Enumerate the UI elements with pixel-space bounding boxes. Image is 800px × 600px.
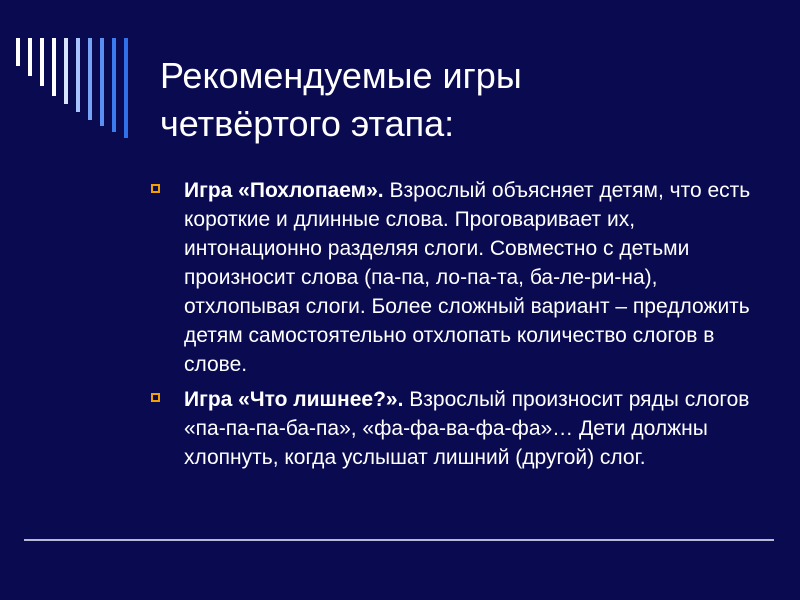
slide-title (160, 52, 760, 148)
bullet-text (184, 385, 766, 472)
stripe (52, 38, 56, 96)
stripe (40, 38, 44, 86)
stripe (16, 38, 20, 66)
square-bullet-icon (151, 184, 160, 193)
decorative-stripes (16, 38, 136, 138)
stripe (64, 38, 68, 104)
game-name: Игра «Похлопаем». (184, 179, 384, 202)
stripe (124, 38, 128, 138)
game-description: Взрослый произносит ряды слогов «па-па-па-ба-па», «фа-фа-ва-фа-фа»… Дети должны хлопнуть, когда услышат лишний (другой) слог. (184, 388, 750, 469)
bullet-item (146, 385, 766, 472)
game-name: Игра «Что лишнее?». (184, 388, 404, 411)
bullet-text (184, 176, 766, 379)
stripe (88, 38, 92, 120)
stripe (100, 38, 104, 126)
bullet-list (146, 176, 766, 478)
title-line-1: Рекомендуемые игры (160, 55, 522, 96)
game-description: Взрослый объясняет детям, что есть короткие и длинные слова. Проговаривает их, интонационно разделяя слоги. Совместно с детьми произносит слова (па-па, ло-па-та, ба-ле-ри-на), отхлопывая слоги. Более сложный вариант – предложить детям самостоятельно отхлопать количество слогов в слове. (184, 179, 751, 376)
square-bullet-icon (151, 393, 160, 402)
stripe (76, 38, 80, 112)
stripe (28, 38, 32, 76)
stripe (112, 38, 116, 132)
bullet-item (146, 176, 766, 379)
bottom-divider (24, 539, 774, 541)
title-line-2: четвёртого этапа: (160, 103, 455, 144)
